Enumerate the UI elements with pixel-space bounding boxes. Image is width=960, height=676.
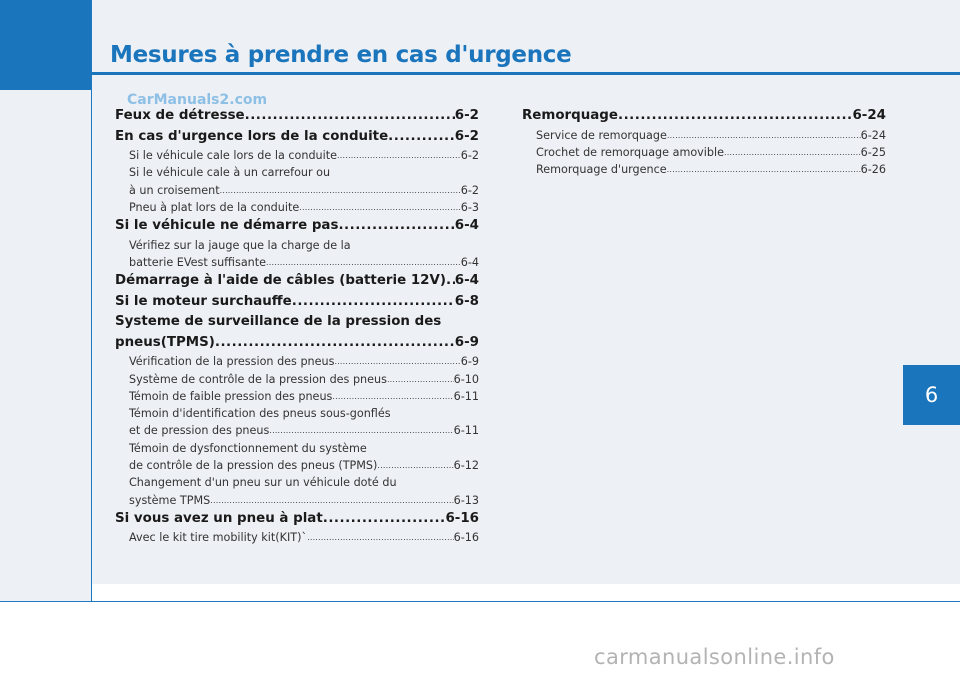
toc-entry[interactable]: Feux de détresse ..... 6-2 (115, 106, 479, 127)
toc-entry-line: Systeme de surveillance de la pression des (115, 314, 442, 330)
corner-accent-block (0, 0, 91, 90)
toc-subentry[interactable]: batterie EVest suffisante ..... 6-4 (115, 254, 479, 271)
toc-subentry-line: Vérifiez sur la jauge que la charge de la (129, 238, 351, 252)
toc-subentry-line: Témoin d'identification des pneus sous-gonflés (129, 407, 391, 421)
toc-subentry[interactable]: Remorquage d'urgence ..... 6-26 (522, 161, 886, 178)
toc-subentry[interactable]: Témoin de faible pression des pneus ..... 6-11 (115, 388, 479, 405)
toc-subentry-line: Changement d'un pneu sur un véhicule doté du (129, 476, 397, 490)
footer-watermark: carmanualsonline.info (594, 645, 835, 669)
toc-subentry[interactable]: Vérification de la pression des pneus ..... 6-9 (115, 353, 479, 370)
toc-entry[interactable]: En cas d'urgence lors de la conduite ..... 6-2 (115, 127, 479, 148)
toc-left-column (115, 106, 479, 547)
toc-right-column (522, 106, 886, 178)
toc-subentry[interactable]: Si le véhicule cale lors de la conduite ..... 6-2 (115, 147, 479, 164)
left-margin-band (0, 0, 92, 602)
toc-entry[interactable]: Remorquage ..... 6-24 (522, 106, 886, 127)
toc-subentry-line: Témoin de dysfonctionnement du système (129, 441, 367, 455)
page-title: Mesures à prendre en cas d'urgence (110, 42, 572, 68)
toc-entry[interactable]: Si vous avez un pneu à plat ..... 6-16 (115, 509, 479, 530)
toc-subentry-line: Si le véhicule cale à un carrefour ou (129, 166, 331, 180)
bottom-divider (0, 601, 960, 602)
toc-subentry[interactable]: système TPMS ..... 6-13 (115, 492, 479, 509)
toc-subentry[interactable]: Pneu à plat lors de la conduite ..... 6-3 (115, 199, 479, 216)
toc-subentry[interactable]: et de pression des pneus ..... 6-11 (115, 422, 479, 439)
toc-entry[interactable]: Si le véhicule ne démarre pas ..... 6-4 (115, 216, 479, 237)
title-underline (91, 72, 960, 75)
toc-subentry[interactable]: Service de remorquage ..... 6-24 (522, 127, 886, 144)
toc-subentry[interactable]: Système de contrôle de la pression des pneus ..... 6-10 (115, 371, 479, 388)
toc-subentry[interactable]: Crochet de remorquage amovible ..... 6-25 (522, 144, 886, 161)
toc-entry[interactable]: pneus(TPMS) ..... 6-9 (115, 333, 479, 354)
toc-subentry[interactable]: à un croisement ..... 6-2 (115, 182, 479, 199)
toc-entry[interactable]: Si le moteur surchauffe ..... 6-8 (115, 292, 479, 313)
toc-subentry[interactable]: Avec le kit tire mobility kit(KIT)` ..... 6-16 (115, 529, 479, 546)
toc-entry[interactable]: Démarrage à l'aide de câbles (batterie 12V) ..... 6-4 (115, 271, 479, 292)
watermark-text: CarManuals2.com (127, 92, 268, 108)
chapter-tab[interactable]: 6 (903, 365, 960, 425)
toc-subentry[interactable]: de contrôle de la pression des pneus (TPMS) ..... 6-12 (115, 457, 479, 474)
